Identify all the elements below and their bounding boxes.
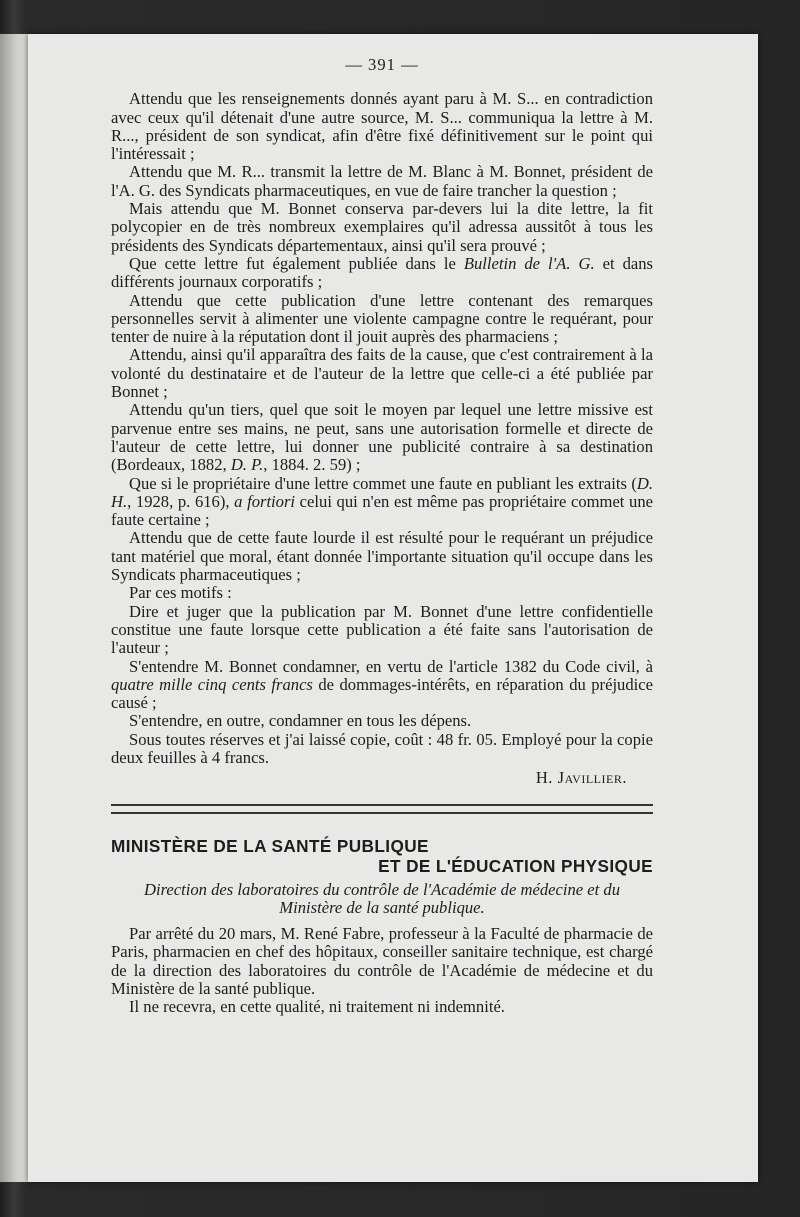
paragraph-5: Attendu que cette publication d'une lettre contenant des remarques personnelles servit à alimenter une violente campagne contre le requérant, pour tenter de nuire à la réputation dont il jouit auprès des pharmaciens ;	[111, 290, 653, 347]
citation-dh: D. H.	[111, 473, 653, 511]
signature-initial: H.	[535, 768, 558, 788]
paragraph-12: S'entendre, en outre, condamner en tous les dépens.	[129, 711, 472, 731]
paragraph-8-text-end: celui qui n'en est même pas propriétaire commet une faute certaine ;	[111, 491, 654, 530]
paragraph-11-text: S'entendre M. Bonnet condamner, en vertu de l'article 1382 du Code civil, à	[129, 656, 653, 676]
paragraph-1: Attendu que les renseignements donnés ayant paru à M. S... en contradiction avec ceux qu'il détenait d'une autre source, M. S... communiqua la lettre à M. R..., président de son syndicat, afin d'être fixé définitivement sur le point qui l'intéressait ;	[111, 89, 653, 164]
paragraph-13: Sous toutes réserves et j'ai laissé copie, coût : 48 fr. 05. Employé pour la copie deux feuilles à 4 francs.	[111, 729, 653, 767]
heading-line-2: ET DE L'ÉDUCATION PHYSIQUE	[378, 855, 653, 876]
paragraph-6: Attendu, ainsi qu'il apparaîtra des faits de la cause, que c'est contrairement à la volonté du destinataire et de l'auteur de la lettre que celle-ci a été publiée par Bonnet ;	[111, 345, 653, 402]
page-number: — 391 —	[345, 55, 419, 74]
damages-amount: quatre mille cinq cents francs	[111, 674, 313, 694]
paragraph-11	[111, 658, 653, 713]
paragraph-9: Attendu que de cette faute lourde il est résulté pour le requérant un préjudice tant matériel que moral, étant donnée l'importante situation qu'il occupe dans les Syndicats pharmaceutiques ;	[111, 528, 653, 585]
paragraph-4-text-end: et dans différents journaux corporatifs ;	[111, 253, 653, 292]
paragraph-8-text-mid: , 1928, p. 616),	[127, 491, 235, 511]
signature-name: Javillier.	[557, 768, 627, 788]
paragraph-7-text-end: , 1884. 2. 59) ;	[263, 455, 361, 475]
paragraph-8	[111, 475, 653, 530]
paragraph-3: Mais attendu que M. Bonnet conserva par-devers lui la dite lettre, la fit polycopier en de très nombreux exemplaires qu'il adressa aussitôt à tous les présidents des Syndicats départementaux, ainsi qu'il sera prouvé ;	[111, 199, 653, 255]
heading-line-1: MINISTÈRE DE LA SANTÉ PUBLIQUE	[111, 835, 429, 856]
paragraph-11-text-end: de dommages-intérêts, en réparation du préjudice causé ;	[111, 674, 653, 713]
paragraph-15: Il ne recevra, en cette qualité, ni traitement ni indemnité.	[129, 997, 505, 1017]
section-heading	[111, 836, 653, 876]
paragraph-10: Dire et juger que la publication par M. Bonnet d'une lettre confidentielle constitue une faute lorsque cette publication a été faite sans l'autorisation de l'auteur ;	[111, 601, 653, 658]
a-fortiori: a fortiori	[234, 491, 296, 511]
paragraph-4	[111, 255, 653, 292]
paragraph-2: Attendu que M. R... transmit la lettre de M. Blanc à M. Bonnet, président de l'A. G. des Syndicats pharmaceutiques, en vue de faire trancher la question ;	[111, 162, 653, 200]
signature	[111, 769, 653, 787]
page-content	[111, 56, 653, 1017]
paragraph-7	[111, 401, 653, 474]
bulletin-title: Bulletin de l'A. G.	[463, 253, 595, 273]
section-divider	[111, 804, 653, 814]
section-subheading: Direction des laboratoires du contrôle de l'Académie de médecine et du Ministère de la santé publique.	[143, 879, 621, 917]
par-ces-motifs: Par ces motifs :	[129, 583, 232, 603]
paragraph-14: Par arrêté du 20 mars, M. René Fabre, professeur à la Faculté de pharmacie de Paris, pharmacien en chef des hôpitaux, conseiller sanitaire technique, est chargé de la direction des laboratoires du contrôle de l'Académie de médecine et du Ministère de la santé publique.	[111, 924, 653, 999]
book-spine	[0, 34, 30, 1182]
paragraph-7-text: Attendu qu'un tiers, quel que soit le moyen par lequel une lettre missive est parvenue entre ses mains, ne peut, sans une autorisation formelle et directe de l'auteur de cette lettre, lui donner une publicité contraire à sa destination (Bordeaux, 1882,	[111, 400, 653, 475]
citation-dp: D. P.	[230, 455, 264, 475]
paragraph-4-text: Que cette lettre fut également publiée dans le	[129, 253, 464, 273]
paragraph-8-text: Que si le propriétaire d'une lettre commet une faute en publiant les extraits (	[129, 473, 637, 493]
